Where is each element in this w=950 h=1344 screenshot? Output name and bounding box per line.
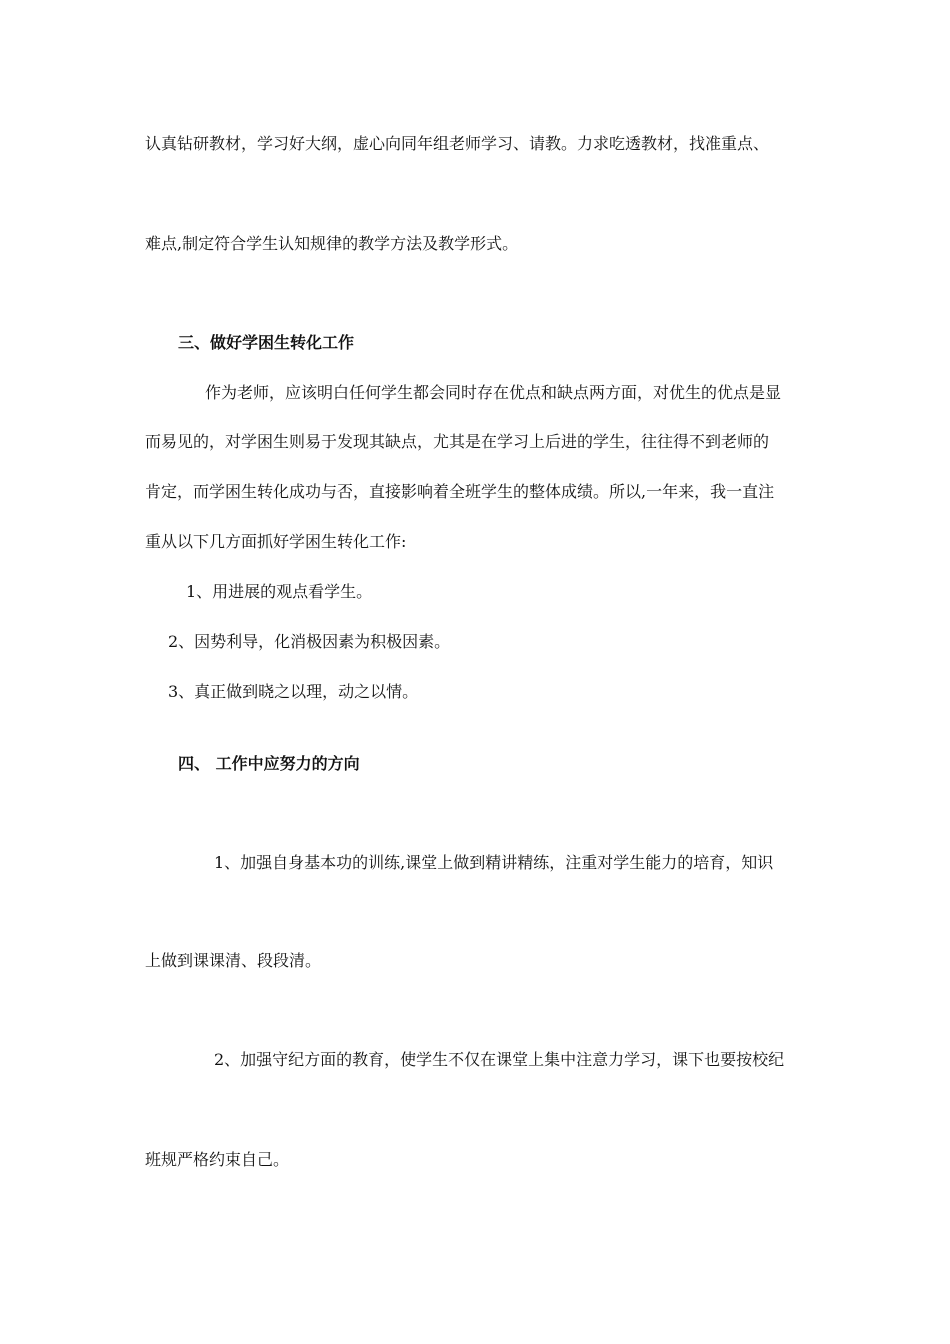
section-heading-3: 三、做好学困生转化工作 <box>178 333 355 352</box>
paragraph-line: 认真钻研教材，学习好大纲，虚心向同年组老师学习、请教。力求吃透教材，找准重点、 <box>145 134 770 153</box>
list-item: 2、因势利导，化消极因素为积极因素。 <box>168 632 451 651</box>
paragraph-line: 作为老师，应该明白任何学生都会同时存在优点和缺点两方面，对优生的优点是显 <box>205 383 782 402</box>
paragraph-line: 重从以下几方面抓好学困生转化工作: <box>145 532 407 551</box>
list-item: 3、真正做到晓之以理，动之以情。 <box>168 682 419 701</box>
paragraph-line: 1、加强自身基本功的训练,课堂上做到精讲精练，注重对学生能力的培育，知识 <box>214 853 774 872</box>
paragraph-line: 肯定，而学困生转化成功与否，直接影响着全班学生的整体成绩。所以,一年来，我一直注 <box>145 482 775 501</box>
list-item: 1、用进展的观点看学生。 <box>186 582 373 601</box>
paragraph-line: 2、加强守纪方面的教育，使学生不仅在课堂上集中注意力学习，课下也要按校纪 <box>214 1050 785 1069</box>
paragraph-line: 班规严格约束自己。 <box>145 1150 290 1169</box>
paragraph-line: 难点,制定符合学生认知规律的教学方法及教学形式。 <box>145 234 519 253</box>
paragraph-line: 上做到课课清、段段清。 <box>145 951 322 970</box>
paragraph-line: 而易见的，对学困生则易于发现其缺点，尤其是在学习上后进的学生，往往得不到老师的 <box>145 432 770 451</box>
section-heading-4: 四、 工作中应努力的方向 <box>178 754 360 773</box>
